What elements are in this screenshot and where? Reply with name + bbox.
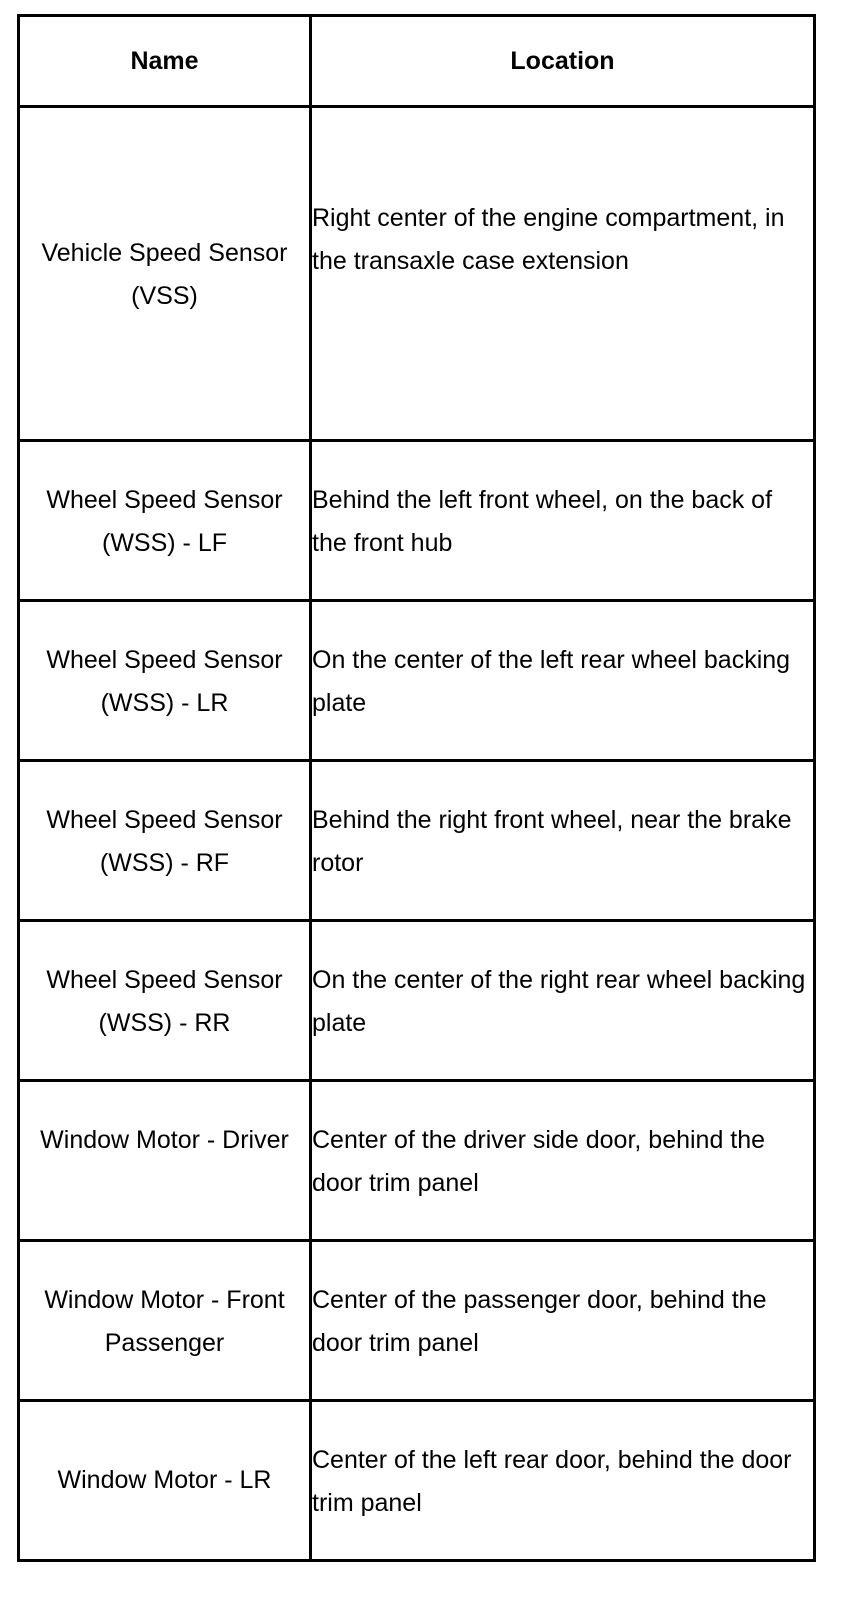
component-location: On the center of the right rear wheel backing plate	[312, 966, 806, 1037]
component-name-cell	[19, 1081, 311, 1241]
component-name: Window Motor - Front Passenger	[44, 1286, 285, 1357]
component-location-table	[17, 14, 816, 1562]
table-row	[19, 1401, 815, 1561]
component-name-cell	[19, 921, 311, 1081]
component-name: Vehicle Speed Sensor (VSS)	[41, 239, 288, 310]
component-name-cell	[19, 1401, 311, 1561]
table-row	[19, 921, 815, 1081]
component-name-cell	[19, 107, 311, 441]
component-location-cell	[311, 1241, 815, 1401]
component-location-cell	[311, 1081, 815, 1241]
component-location: On the center of the left rear wheel backing plate	[312, 646, 791, 717]
component-location-cell	[311, 441, 815, 601]
component-name: Wheel Speed Sensor (WSS) - LR	[46, 646, 283, 717]
table-row	[19, 1241, 815, 1401]
column-header-location: Location	[311, 16, 815, 107]
component-name: Window Motor - LR	[57, 1466, 272, 1494]
component-name-cell	[19, 761, 311, 921]
table-row	[19, 761, 815, 921]
component-location: Behind the left front wheel, on the back of the front hub	[312, 486, 773, 557]
component-location: Center of the passenger door, behind the door trim panel	[312, 1286, 767, 1357]
table-row	[19, 107, 815, 441]
table-row	[19, 1081, 815, 1241]
component-name-cell	[19, 1241, 311, 1401]
table-row	[19, 441, 815, 601]
column-header-name: Name	[19, 16, 311, 107]
component-location: Behind the right front wheel, near the brake rotor	[312, 806, 792, 877]
component-location-cell	[311, 1401, 815, 1561]
table-row	[19, 601, 815, 761]
component-location-cell	[311, 107, 815, 441]
component-name: Wheel Speed Sensor (WSS) - RR	[46, 966, 283, 1037]
component-location: Center of the driver side door, behind the door trim panel	[312, 1126, 766, 1197]
component-name: Wheel Speed Sensor (WSS) - LF	[46, 486, 283, 557]
component-name: Wheel Speed Sensor (WSS) - RF	[46, 806, 283, 877]
component-name-cell	[19, 441, 311, 601]
component-location-cell	[311, 921, 815, 1081]
component-location: Center of the left rear door, behind the door trim panel	[312, 1446, 792, 1517]
component-location-cell	[311, 601, 815, 761]
component-name-cell	[19, 601, 311, 761]
component-name: Window Motor - Driver	[40, 1126, 289, 1154]
component-location-cell	[311, 761, 815, 921]
component-location: Right center of the engine compartment, in the transaxle case extension	[312, 204, 785, 275]
header-row	[19, 16, 815, 107]
